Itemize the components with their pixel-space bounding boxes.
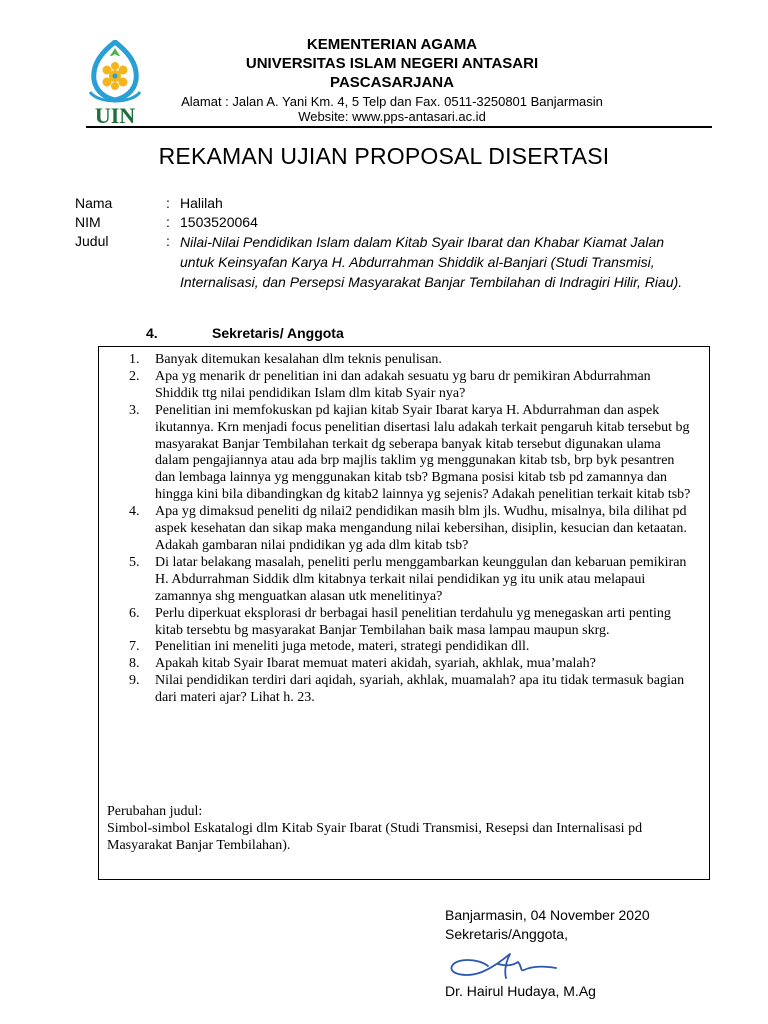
list-item-text: Banyak ditemukan kesalahan dlm teknis penulisan. <box>155 352 442 367</box>
list-item <box>99 504 711 555</box>
list-item-text: Apa yg dimaksud peneliti dg nilai2 pendidikan masih blm jls. Wudhu, misalnya, bila dilihat pd aspek kesehatan dan sikap maka mengandung nilai kebersihan, disiplin, kesucian dan ketaatan. Adakah gambaran nilai pndidikan yg ada dlm kitab tsb? <box>155 504 687 553</box>
list-item-text: Apa yg menarik dr penelitian ini dan adakah sesuatu yg baru dr pemikiran Abdurrahman Shiddik ttg nilai pendidikan Islam dlm kitab Syair nya? <box>155 368 651 401</box>
ministry-name: KEMENTERIAN AGAMA <box>306 36 478 53</box>
handwritten-signature-icon <box>448 944 560 984</box>
list-item-number: 5. <box>129 554 140 570</box>
list-item <box>99 606 711 640</box>
title-change-label: Perubahan judul: <box>107 804 203 819</box>
list-item-number: 1. <box>129 352 140 367</box>
list-item <box>99 352 711 369</box>
title-change-note <box>107 803 707 854</box>
field-colon: : <box>166 233 170 249</box>
title-change-text: Simbol-simbol Eskatalogi dlm Kitab Syair Ibarat (Studi Transmisi, Resepsi dan Internalisasi pd Masyarakat Banjar Tembilahan). <box>107 821 643 853</box>
list-item-number: 7. <box>129 639 140 655</box>
notes-box <box>98 346 710 880</box>
signature-place-date: Banjarmasin, 04 November 2020 <box>445 907 650 923</box>
list-item-text: Nilai pendidikan terdiri dari aqidah, syariah, akhlak, muamalah? apa itu tidak termasuk bagian dari materi ajar? Lihat h. 23. <box>155 673 685 706</box>
uin-logo-icon <box>84 40 146 126</box>
list-item <box>99 369 711 403</box>
list-item <box>99 555 711 606</box>
list-item-number: 3. <box>129 402 140 418</box>
signature-role: Sekretaris/Anggota, <box>445 926 568 942</box>
list-item-number: 6. <box>129 605 140 621</box>
header-divider <box>86 126 712 128</box>
notes-list <box>99 352 711 707</box>
faculty-name: PASCASARJANA <box>330 74 454 91</box>
signatory-name: Dr. Hairul Hudaya, M.Ag <box>445 983 596 999</box>
website: Website: www.pps-antasari.ac.id <box>298 109 486 124</box>
list-item-number: 9. <box>129 673 140 689</box>
list-item-text: Apakah kitab Syair Ibarat memuat materi akidah, syariah, akhlak, mua’malah? <box>155 656 596 672</box>
list-item-text: Di latar belakang masalah, peneliti perlu menggambarkan keunggulan dan kebaruan pemikiran H. Abdurrahman Siddik dlm kitabnya terkait nilai pendidikan yg itu unik atau melapaui zamannya shg menguatkan alasan utk menelitinya? <box>155 554 687 604</box>
field-colon: : <box>166 195 170 211</box>
section-title: Sekretaris/ Anggota <box>212 325 344 341</box>
list-item-number: 8. <box>129 656 140 672</box>
list-item-number: 2. <box>129 368 140 384</box>
field-value-judul: Nilai-Nilai Pendidikan Islam dalam Kitab Syair Ibarat dan Khabar Kiamat Jalan untuk Keinsyafan Karya H. Abdurrahman Shiddik al-Banjari (Studi Transmisi, Internalisasi, dan Persepsi Masyarakat Banjar Tembilahan di Indragiri Hilir, Riau). <box>180 234 683 290</box>
address: Alamat : Jalan A. Yani Km. 4, 5 Telp dan Fax. 0511-3250801 Banjarmasin <box>181 94 603 109</box>
list-item <box>99 656 711 673</box>
field-value-nim: 1503520064 <box>180 214 258 230</box>
list-item-text: Perlu diperkuat eksplorasi dr berbagai hasil penelitian terdahulu yg menegaskan arti penting kitab tersebtu bg masyarakat Banjar Tembilahan baik masa lampau maupun skrg. <box>155 605 671 638</box>
list-item <box>99 639 711 656</box>
list-item-text: Penelitian ini memfokuskan pd kajian kitab Syair Ibarat karya H. Abdurrahman dan aspek ikutannya. Krn menjadi focus penelitian disertasi lalu adakah terkait pengaruh kitab tersebut bg masyarakat Banjar Tembilahan terkait dg seberapa banyak kitab tersebut digunakan ulama dalam pengajiannya atau ada brp majlis taklim yg menggunakan kitab tsb, brp byk pesantren dan lembaga lainnya yg menggunakan kitab tsb? Bgmana posisi kitab tsb pd zamannya dan hingga kini bila dibandingkan dg kitab2 lainnya yg sejenis? Adakah penelitian terkait kitab tsb? <box>155 402 691 503</box>
section-number: 4. <box>146 325 158 341</box>
field-colon: : <box>166 214 170 230</box>
logo-text: UIN <box>94 103 136 126</box>
list-item-text: Penelitian ini meneliti juga metode, materi, strategi pendidikan dll. <box>155 639 530 655</box>
field-label-nama: Nama <box>75 195 113 211</box>
list-item <box>99 673 711 707</box>
field-label-judul: Judul <box>75 233 109 249</box>
list-item <box>99 403 711 504</box>
university-name: UNIVERSITAS ISLAM NEGERI ANTASARI <box>245 55 539 72</box>
document-title: REKAMAN UJIAN PROPOSAL DISERTASI <box>158 143 610 169</box>
list-item-number: 4. <box>129 504 140 520</box>
field-value-nama: Halilah <box>180 195 223 211</box>
field-label-nim: NIM <box>75 214 101 230</box>
